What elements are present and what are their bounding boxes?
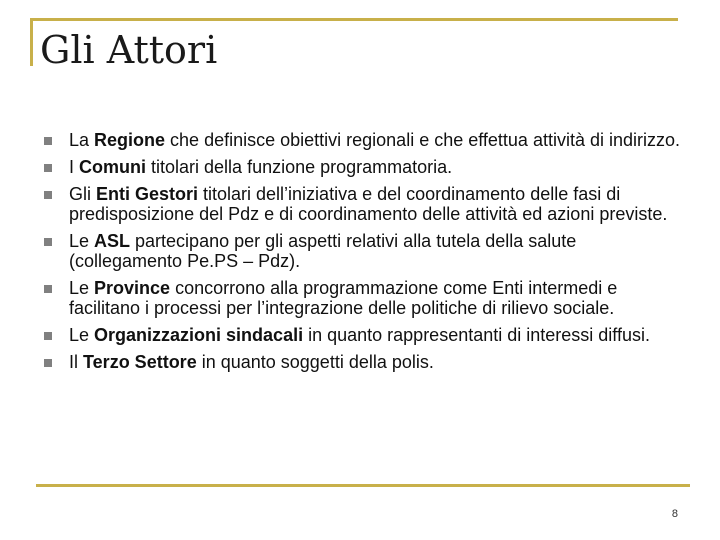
frame-top-line xyxy=(30,18,678,21)
square-bullet-icon xyxy=(44,285,52,293)
bullet-item xyxy=(44,231,684,271)
frame-left-line xyxy=(30,18,33,66)
square-bullet-icon xyxy=(44,332,52,340)
bullet-item xyxy=(44,352,684,372)
bullet-text: Il Terzo Settore in quanto soggetti della polis. xyxy=(69,352,434,372)
bullet-item xyxy=(44,278,684,318)
square-bullet-icon xyxy=(44,137,52,145)
page-number: 8 xyxy=(671,508,678,520)
bullet-text: Le ASL partecipano per gli aspetti relativi alla tutela della salute (collegamento Pe.PS – Pdz). xyxy=(69,231,577,271)
bullet-item xyxy=(44,184,684,224)
bullet-item xyxy=(44,130,684,150)
square-bullet-icon xyxy=(44,191,52,199)
bullet-text: Le Organizzazioni sindacali in quanto rappresentanti di interessi diffusi. xyxy=(69,325,650,345)
bullet-text: Gli Enti Gestori titolari dell’iniziativa e del coordinamento delle fasi di predisposizione del Pdz e di coordinamento delle attività ed azioni previste. xyxy=(69,184,668,224)
bullet-text: La Regione che definisce obiettivi regionali e che effettua attività di indirizzo. xyxy=(69,130,681,150)
slide-title: Gli Attori xyxy=(40,28,218,72)
bullet-item xyxy=(44,157,684,177)
bullet-list xyxy=(44,130,684,379)
bullet-text: I Comuni titolari della funzione programmatoria. xyxy=(69,157,453,177)
square-bullet-icon xyxy=(44,359,52,367)
frame-bottom-line xyxy=(36,484,690,487)
square-bullet-icon xyxy=(44,164,52,172)
square-bullet-icon xyxy=(44,238,52,246)
bullet-text: Le Province concorrono alla programmazione come Enti intermedi e facilitano i processi per l’integrazione delle politiche di rilievo sociale. xyxy=(69,278,618,318)
bullet-item xyxy=(44,325,684,345)
